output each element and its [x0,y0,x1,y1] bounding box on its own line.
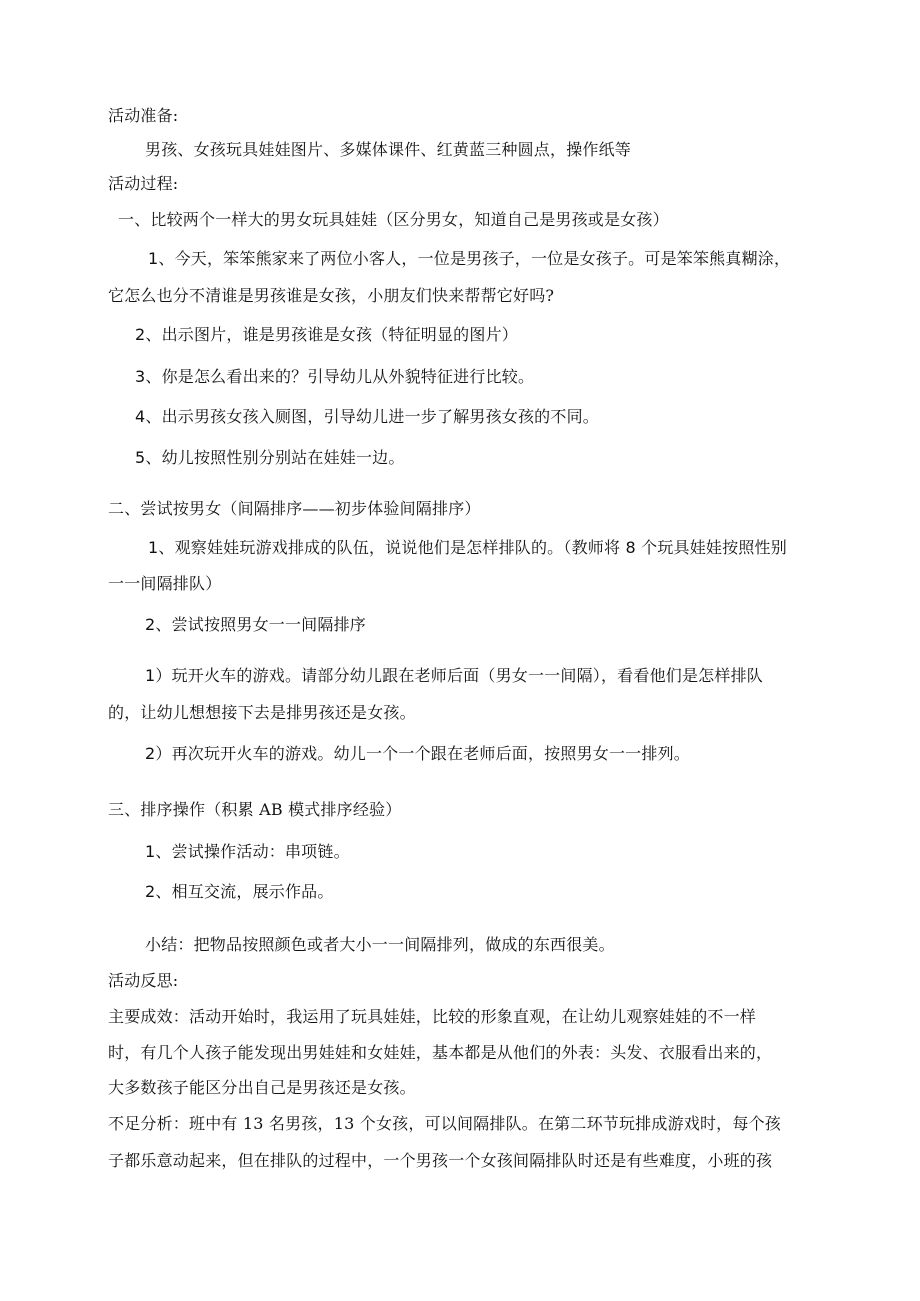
section2-step1-line2: 一一间隔排队） [108,574,222,593]
section2-sub1-line1: 1）玩开火车的游戏。请部分幼儿跟在老师后面（男女一一间隔），看看他们是怎样排队 [145,666,763,685]
section1-step2: 2、出示图片，谁是男孩谁是女孩（特征明显的图片） [135,325,518,344]
reflection-heading: 活动反思: [108,971,179,990]
section2-sub2: 2）再次玩开火车的游戏。幼儿一个一个跟在老师后面，按照男女一一排列。 [145,744,690,763]
section3-title: 三、排序操作（积累 AB 模式排序经验） [108,800,402,819]
prep-materials: 男孩、女孩玩具娃娃图片、多媒体课件、红黄蓝三种圆点，操作纸等 [145,140,632,159]
section2-sub1-line2: 的，让幼儿想想接下去是排男孩还是女孩。 [108,703,416,722]
prep-heading: 活动准备: [108,106,179,125]
section2-step1-line1: 1、观察娃娃玩游戏排成的队伍，说说他们是怎样排队的。（教师将 8 个玩具娃娃按照性别 [148,538,787,557]
shortfall-line1: 不足分析：班中有 13 名男孩，13 个女孩，可以间隔排队。在第二环节玩排成游戏时，每个孩 [108,1114,781,1133]
section1-step4: 4、出示男孩女孩入厕图，引导幼儿进一步了解男孩女孩的不同。 [135,407,599,426]
section1-step1-line1: 1、今天，笨笨熊家来了两位小客人，一位是男孩子，一位是女孩子。可是笨笨熊真糊涂， [148,249,791,268]
section1-step3: 3、你是怎么看出来的？引导幼儿从外貌特征进行比较。 [135,367,535,386]
section3-step2: 2、相互交流，展示作品。 [145,882,334,901]
summary: 小结：把物品按照颜色或者大小一一间隔排列，做成的东西很美。 [145,935,615,954]
section1-title: 一、比较两个一样大的男女玩具娃娃（区分男女，知道自己是男孩或是女孩） [118,210,669,229]
section1-step5: 5、幼儿按照性别分别站在娃娃一边。 [135,448,405,467]
section1-step1-line2: 它怎么也分不清谁是男孩谁是女孩，小朋友们快来帮帮它好吗? [108,286,555,305]
section3-step1: 1、尝试操作活动：串项链。 [145,842,350,861]
shortfall-line2: 子都乐意动起来，但在排队的过程中，一个男孩一个女孩间隔排队时还是有些难度，小班的孩 [108,1151,773,1170]
section2-title: 二、尝试按男女（间隔排序——初步体验间隔排序） [108,499,481,518]
results-line1: 主要成效：活动开始时，我运用了玩具娃娃，比较的形象直观，在让幼儿观察娃娃的不一样 [108,1007,757,1026]
results-line3: 大多数孩子能区分出自己是男孩还是女孩。 [108,1078,416,1097]
section2-step2: 2、尝试按照男女一一间隔排序 [145,615,366,634]
process-heading: 活动过程: [108,174,179,193]
results-line2: 时，有几个人孩子能发现出男娃娃和女娃娃，基本都是从他们的外表：头发、衣服看出来的， [108,1043,773,1062]
